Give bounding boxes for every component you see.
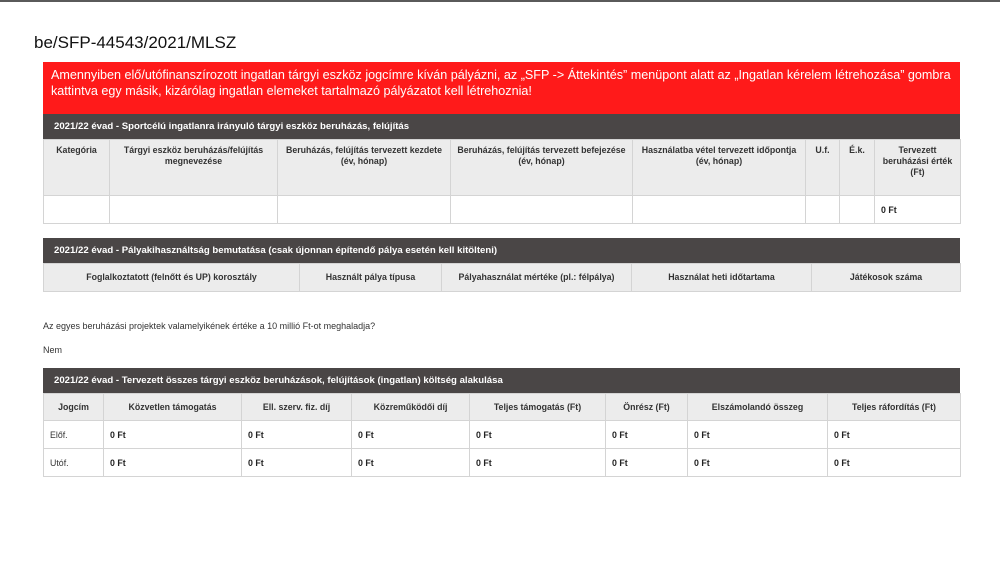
cost-table xyxy=(43,393,961,477)
col-header: Használt pálya típusa xyxy=(300,264,442,292)
col-header: Foglalkoztatott (felnőtt és UP) korosztály xyxy=(44,264,300,292)
table-cell: 0 Ft xyxy=(828,421,961,449)
warning-banner: Amennyiben elő/utófinanszírozott ingatlan tárgyi eszköz jogcímre kíván pályázni, az „SFP -> Áttekintés” menüpont alatt az „Ingatlan kérelem létrehozása” gombra kattintva egy másik, kizárólag ingatlan elemeket tartalmazó pályázatot kell létrehoznia! xyxy=(43,62,960,114)
investment-table xyxy=(43,139,961,224)
col-header: Használatba vétel tervezett időpontja (év, hónap) xyxy=(633,140,806,196)
table-cell: 0 Ft xyxy=(606,421,688,449)
col-header: Beruházás, felújítás tervezett befejezése (év, hónap) xyxy=(451,140,633,196)
section-property-investment xyxy=(43,114,960,224)
answer-text: Nem xyxy=(43,345,63,355)
row-label: Előf. xyxy=(44,421,104,449)
table-cell xyxy=(278,196,451,224)
col-header: É.k. xyxy=(840,140,875,196)
section-header: 2021/22 évad - Sportcélú ingatlanra irányuló tárgyi eszköz beruházás, felújítás xyxy=(43,114,960,139)
table-cell: 0 Ft xyxy=(688,449,828,477)
col-header: Elszámolandó összeg xyxy=(688,394,828,421)
col-header: Kategória xyxy=(44,140,110,196)
col-header: Pályahasználat mértéke (pl.: félpálya) xyxy=(442,264,632,292)
table-row xyxy=(44,196,961,224)
table-cell: 0 Ft xyxy=(470,449,606,477)
table-row xyxy=(44,449,961,477)
section-cost-summary xyxy=(43,368,960,477)
table-cell: 0 Ft xyxy=(242,421,352,449)
table-cell xyxy=(633,196,806,224)
table-cell xyxy=(110,196,278,224)
col-header: Teljes támogatás (Ft) xyxy=(470,394,606,421)
table-cell: 0 Ft xyxy=(104,421,242,449)
section-header: 2021/22 évad - Pályakihasználtság bemutatása (csak újonnan építendő pálya esetén kell kitölteni) xyxy=(43,238,960,263)
table-cell: 0 Ft xyxy=(242,449,352,477)
col-header: Beruházás, felújítás tervezett kezdete (év, hónap) xyxy=(278,140,451,196)
col-header: Játékosok száma xyxy=(812,264,961,292)
col-header: Közreműködői díj xyxy=(352,394,470,421)
table-cell: 0 Ft xyxy=(352,449,470,477)
table-cell: 0 Ft xyxy=(875,196,961,224)
table-row xyxy=(44,421,961,449)
pitch-usage-table xyxy=(43,263,961,292)
section-header: 2021/22 évad - Tervezett összes tárgyi eszköz beruházások, felújítások (ingatlan) költség alakulása xyxy=(43,368,960,393)
col-header: Ell. szerv. fiz. díj xyxy=(242,394,352,421)
table-cell xyxy=(840,196,875,224)
col-header: Közvetlen támogatás xyxy=(104,394,242,421)
col-header: Használat heti időtartama xyxy=(632,264,812,292)
top-border xyxy=(0,0,1000,2)
col-header: U.f. xyxy=(806,140,840,196)
row-label: Utóf. xyxy=(44,449,104,477)
table-cell: 0 Ft xyxy=(470,421,606,449)
table-cell: 0 Ft xyxy=(606,449,688,477)
section-pitch-usage xyxy=(43,238,960,292)
col-header: Tervezett beruházási érték (Ft) xyxy=(875,140,961,196)
col-header: Jogcím xyxy=(44,394,104,421)
col-header: Tárgyi eszköz beruházás/felújítás megnevezése xyxy=(110,140,278,196)
table-cell: 0 Ft xyxy=(104,449,242,477)
question-text: Az egyes beruházási projektek valamelyikének értéke a 10 millió Ft-ot meghaladja? xyxy=(43,321,376,331)
table-cell: 0 Ft xyxy=(352,421,470,449)
table-cell: 0 Ft xyxy=(688,421,828,449)
table-cell: 0 Ft xyxy=(828,449,961,477)
table-cell xyxy=(451,196,633,224)
table-cell xyxy=(44,196,110,224)
col-header: Önrész (Ft) xyxy=(606,394,688,421)
document-title: be/SFP-44543/2021/MLSZ xyxy=(34,33,237,52)
table-cell xyxy=(806,196,840,224)
col-header: Teljes ráfordítás (Ft) xyxy=(828,394,961,421)
